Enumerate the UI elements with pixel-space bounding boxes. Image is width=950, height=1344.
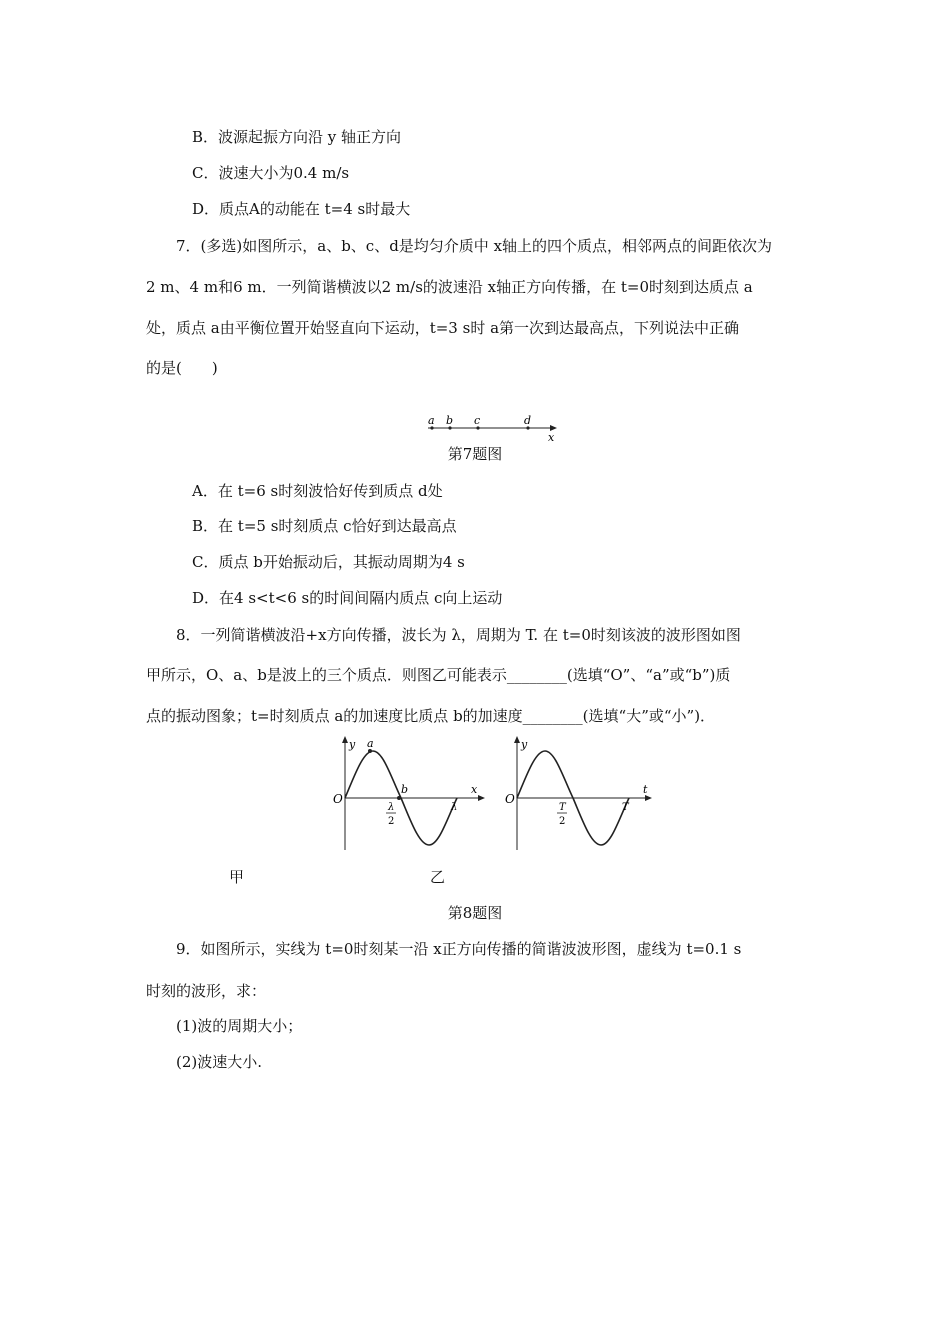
q8-stem-line-3: 点的振动图象；t=时刻质点 a的加速度比质点 b的加速度________(选填“大”或“小”)． bbox=[146, 707, 716, 725]
q6-option-d: D．质点A的动能在 t=4 s时最大 bbox=[192, 200, 411, 218]
q8-yi-t-full: T bbox=[622, 802, 629, 813]
q7-option-d: D．在4 s<t<6 s的时间间隔内质点 c向上运动 bbox=[192, 589, 503, 607]
q7-stem-line-2: 2 m、4 m和6 m．一列简谐横波以2 m/s的波速沿 x轴正方向传播，在 t=0时刻到达质点 a bbox=[146, 278, 753, 296]
q7-option-a: A．在 t=6 s时刻波恰好传到质点 d处 bbox=[192, 482, 443, 500]
q9-sub-2: (2)波速大小. bbox=[176, 1053, 263, 1071]
q7-figure-axis bbox=[420, 410, 560, 444]
q7-stem-line-3: 处，质点 a由平衡位置开始竖直向下运动，t=3 s时 a第一次到达最高点，下列说法中正确 bbox=[146, 319, 740, 337]
q8-label-yi: 乙 bbox=[430, 868, 446, 886]
q8-jia-x-label: x bbox=[471, 783, 478, 796]
q8-stem-line-1: 8．一列简谐横波沿+x方向传播，波长为 λ，周期为 T. 在 t=0时刻该波的波形图如图 bbox=[176, 626, 741, 644]
q8-jia-b-label: b bbox=[401, 783, 409, 796]
q8-jia-y-label: y bbox=[349, 738, 356, 751]
q8-label-jia: 甲 bbox=[229, 868, 245, 886]
q7-label-c: c bbox=[474, 414, 481, 427]
q7-stem-line-1: 7．(多选)如图所示，a、b、c、d是均匀介质中 x轴上的四个质点，相邻两点的间距依次为 bbox=[176, 237, 773, 255]
q6-option-c: C．波速大小为0.4 m/s bbox=[192, 164, 350, 182]
q7-label-a: a bbox=[428, 414, 435, 427]
q7-figure-caption: 第7题图 bbox=[447, 445, 503, 463]
q8-jia-half-lambda-top: λ bbox=[388, 802, 395, 813]
q8-jia-half-lambda-bottom: 2 bbox=[388, 816, 395, 827]
q7-label-b: b bbox=[446, 414, 454, 427]
q8-graph-yi bbox=[497, 735, 667, 855]
q9-stem-line-2: 时刻的波形，求： bbox=[146, 982, 267, 1000]
q9-stem-line-1: 9．如图所示，实线为 t=0时刻某一沿 x正方向传播的简谐波波形图，虚线为 t=0.1 s bbox=[176, 940, 742, 958]
q8-yi-origin: O bbox=[505, 792, 515, 806]
q8-stem-line-2: 甲所示，O、a、b是波上的三个质点．则图乙可能表示________(选填“O”、“a”或“b”)质 bbox=[146, 666, 731, 684]
q7-label-d: d bbox=[524, 414, 532, 427]
q8-figure-caption: 第8题图 bbox=[447, 904, 503, 922]
q8-jia-lambda: λ bbox=[451, 802, 458, 813]
q7-stem-line-4: 的是( ) bbox=[146, 359, 218, 377]
q8-yi-half-t-top: T bbox=[559, 802, 566, 813]
q8-yi-y-label: y bbox=[521, 738, 528, 751]
q8-graph-jia bbox=[325, 735, 495, 855]
q8-jia-a-label: a bbox=[367, 737, 374, 750]
q7-option-c: C．质点 b开始振动后，其振动周期为4 s bbox=[192, 553, 465, 571]
q7-label-x: x bbox=[548, 431, 555, 444]
q8-yi-half-t-bottom: 2 bbox=[559, 816, 566, 827]
q6-option-b: B．波源起振方向沿 y 轴正方向 bbox=[192, 128, 402, 146]
q9-sub-1: (1)波的周期大小； bbox=[176, 1017, 303, 1035]
q8-jia-point-b bbox=[397, 796, 401, 800]
q8-jia-origin: O bbox=[333, 792, 343, 806]
q8-yi-t-label: t bbox=[643, 783, 648, 796]
q7-option-b: B．在 t=5 s时刻质点 c恰好到达最高点 bbox=[192, 517, 457, 535]
